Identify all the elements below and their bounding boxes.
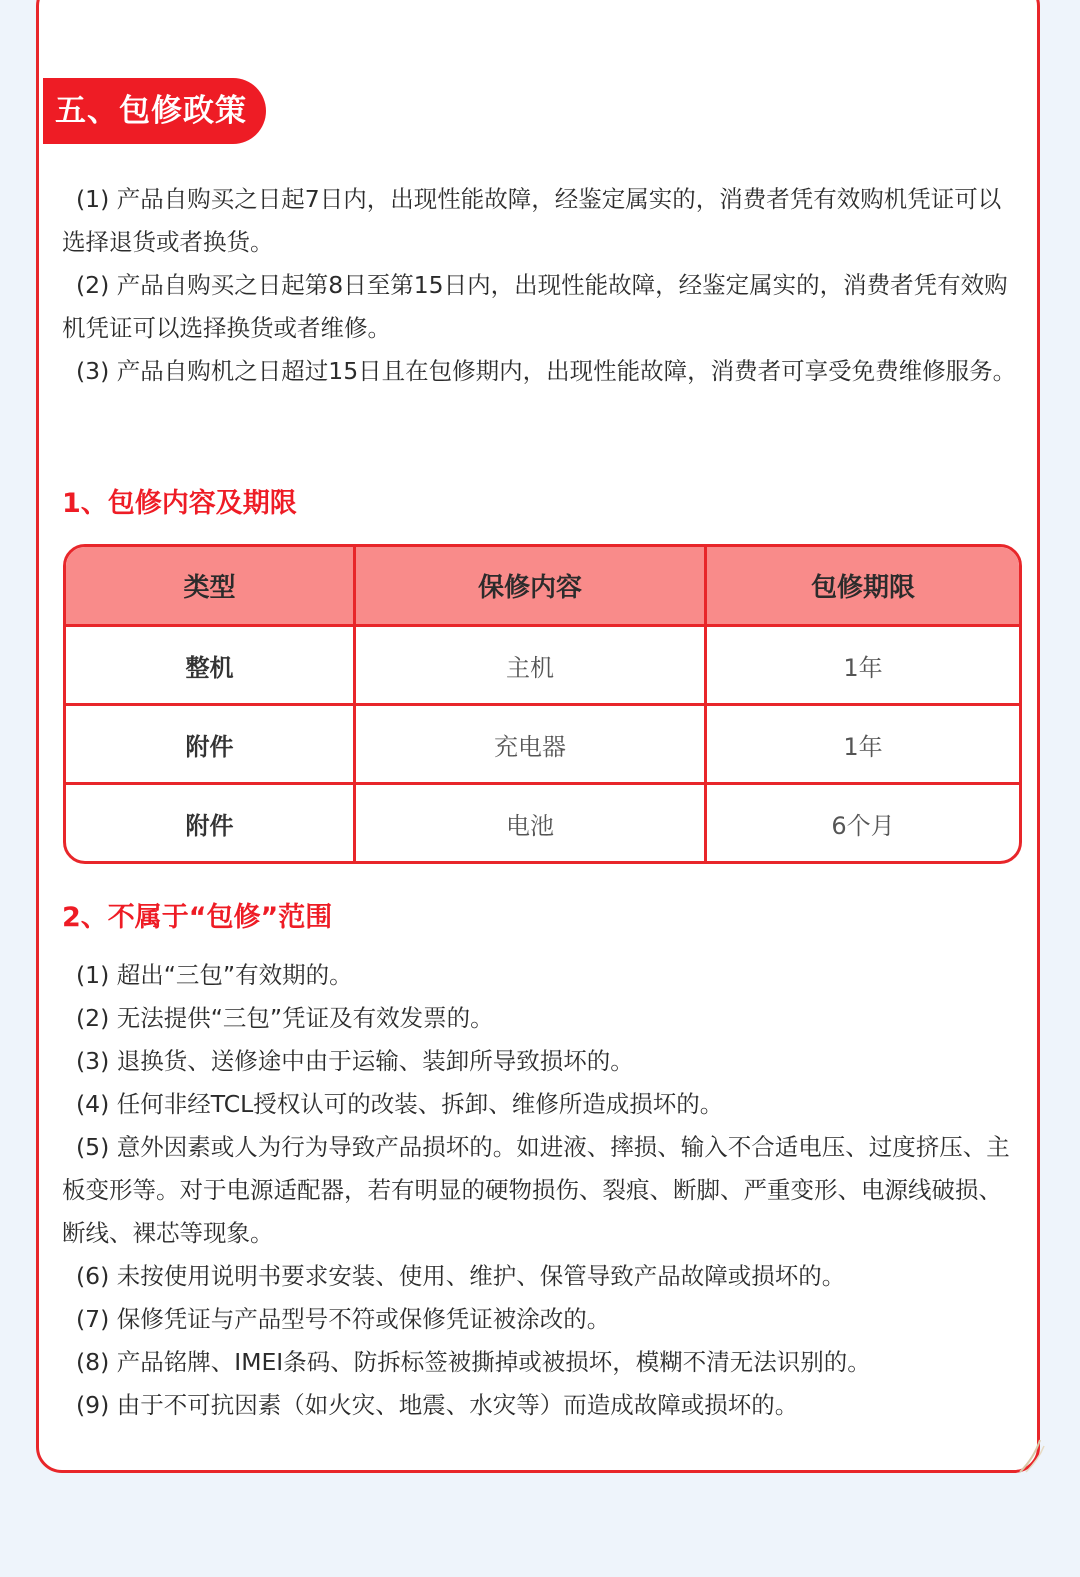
cell-period: 1年 [707, 706, 1019, 785]
cell-period: 1年 [707, 627, 1019, 706]
cell-type: 附件 [66, 785, 356, 861]
exclusions-heading: 2、不属于“包修”范围 [62, 902, 333, 933]
column-header-period: 包修期限 [707, 547, 1019, 627]
exclusion-item-5: (5) 意外因素或人为行为导致产品损坏的。如进液、摔损、输入不合适电压、过度挤压、主板变形等。对于电源适配器，若有明显的硬物损伤、裂痕、断脚、严重变形、电源线破损、断线、裸芯等现象。 [62, 1133, 1010, 1247]
corner-flourish-icon [1018, 1436, 1048, 1476]
table-row [66, 627, 1019, 706]
exclusion-item-2: (2) 无法提供“三包”凭证及有效发票的。 [76, 1004, 494, 1032]
intro-paragraph-3: (3) 产品自购机之日超过15日且在包修期内，出现性能故障，消费者可享受免费维修服务。 [76, 357, 1017, 385]
coverage-heading: 1、包修内容及期限 [62, 488, 297, 519]
column-header-content: 保修内容 [356, 547, 707, 627]
column-header-type: 类型 [66, 547, 356, 627]
exclusion-item-4: (4) 任何非经TCL授权认可的改装、拆卸、维修所造成损坏的。 [76, 1090, 724, 1118]
exclusion-item-7: (7) 保修凭证与产品型号不符或保修凭证被涂改的。 [76, 1305, 611, 1333]
exclusion-item-8: (8) 产品铭牌、IMEI条码、防拆标签被撕掉或被损坏，模糊不清无法识别的。 [76, 1348, 871, 1376]
intro-paragraph-1: (1) 产品自购买之日起7日内，出现性能故障，经鉴定属实的，消费者凭有效购机凭证可以选择退货或者换货。 [62, 185, 1002, 256]
exclusion-item-3: (3) 退换货、送修途中由于运输、装卸所导致损坏的。 [76, 1047, 634, 1075]
cell-content: 充电器 [356, 706, 707, 785]
cell-content: 主机 [356, 627, 707, 706]
warranty-table [63, 544, 1022, 864]
cell-type: 附件 [66, 706, 356, 785]
table-row [66, 706, 1019, 785]
exclusion-item-6: (6) 未按使用说明书要求安装、使用、维护、保管导致产品故障或损坏的。 [76, 1262, 846, 1290]
intro-paragraph-2: (2) 产品自购买之日起第8日至第15日内，出现性能故障，经鉴定属实的，消费者凭有效购机凭证可以选择换货或者维修。 [62, 271, 1008, 342]
table-row [66, 785, 1019, 861]
section-title-badge: 五、包修政策 [43, 78, 266, 144]
exclusion-item-9: (9) 由于不可抗因素（如火灾、地震、水灾等）而造成故障或损坏的。 [76, 1391, 799, 1419]
cell-period: 6个月 [831, 811, 895, 840]
cell-content: 电池 [356, 785, 707, 861]
table-header-row [66, 547, 1019, 627]
cell-type: 整机 [66, 627, 356, 706]
exclusion-item-1: (1) 超出“三包”有效期的。 [76, 961, 353, 989]
